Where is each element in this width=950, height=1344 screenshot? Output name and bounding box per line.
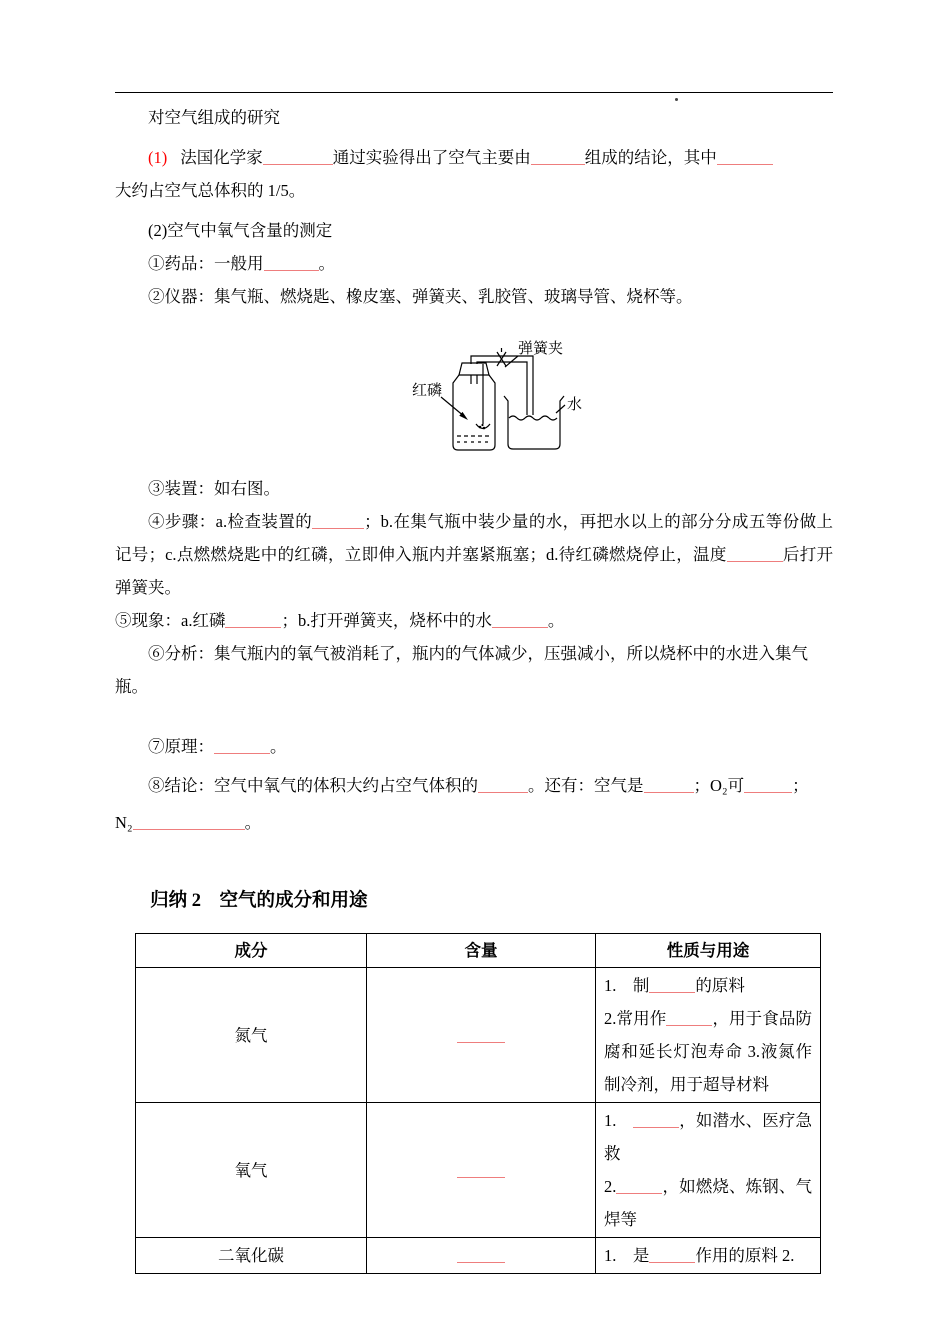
text-segment: ；b.在集气瓶中装少量的水，再把水以上的部分分成五等份做上记号；c.点燃燃烧匙中的红磷，立即伸入瓶内并塞紧瓶塞；d.待红磷燃烧停止，温度	[115, 512, 834, 564]
beaker-water-surface	[509, 416, 557, 420]
intro-text: 对空气组成的研究	[148, 108, 280, 127]
col-header-component: 成分	[136, 934, 367, 968]
text-segment: ③装置：如右图。	[148, 479, 280, 498]
spring-clamp-icon	[497, 348, 506, 366]
text-segment: 。	[270, 737, 287, 756]
component-name: 氮气	[136, 968, 367, 1103]
amount-cell	[367, 1103, 596, 1238]
text-segment: ，如潜水、医疗急救	[604, 1111, 813, 1163]
fill-in-blank	[133, 814, 245, 830]
fill-in-blank	[492, 612, 548, 628]
text-segment: ②仪器：集气瓶、燃烧匙、橡皮塞、弹簧夹、乳胶管、玻璃导管、烧杯等。	[148, 287, 693, 306]
section-2-heading	[115, 885, 833, 918]
usage-cell	[596, 968, 821, 1103]
usage-line	[604, 1002, 812, 1101]
amount-cell	[367, 968, 596, 1103]
fill-in-blank	[633, 1112, 679, 1128]
table-header-row	[136, 934, 821, 968]
text-segment: 后打开弹簧夹。	[115, 545, 834, 597]
experiment-diagram	[398, 339, 833, 459]
fill-in-blank	[264, 255, 319, 271]
usage-line	[604, 1239, 812, 1272]
step-4-paragraph	[115, 505, 833, 604]
intro-line	[115, 101, 833, 134]
step-6-line	[115, 637, 833, 703]
text-segment: 1.	[604, 1111, 634, 1130]
text-segment: 法国化学家	[180, 148, 263, 167]
water-label: 水	[567, 397, 583, 413]
text-segment: 。	[244, 813, 262, 832]
fill-in-blank	[644, 777, 694, 793]
fill-in-blank	[214, 738, 270, 754]
fill-in-blank	[666, 1010, 712, 1026]
text-segment: 。	[547, 611, 565, 630]
clamp-label: 弹簧夹	[518, 341, 564, 357]
text-segment: ；	[792, 776, 809, 795]
text-segment: 。还有：空气是	[528, 776, 644, 795]
rubber-stopper	[459, 363, 489, 375]
text-segment: 通过实验得出了空气主要由	[332, 148, 531, 167]
usage-cell	[596, 1238, 821, 1274]
table-row-oxygen	[136, 1103, 821, 1238]
text-segment: N₂	[115, 813, 133, 832]
usage-line	[604, 969, 812, 1002]
text-segment: (2)空气中氧气含量的测定	[148, 221, 333, 240]
bottle-water-level	[457, 436, 491, 442]
text-segment: ，用于食品防腐和延长灯泡寿命 3.液氮作制冷剂，用于超导材料	[604, 1009, 813, 1094]
text-segment: ；O₂可	[693, 776, 745, 795]
text-segment: 组成的结论，其中	[584, 148, 717, 167]
table-row-carbon-dioxide	[136, 1238, 821, 1274]
fill-in-blank	[531, 149, 585, 165]
step-5-line	[115, 604, 833, 637]
air-components-table	[135, 933, 821, 1274]
fill-in-blank	[717, 149, 773, 165]
text-segment: ④步骤：a.检查装置的	[148, 512, 313, 531]
text-segment: ，如燃烧、炼钢、气焊等	[604, 1177, 812, 1229]
step-8-line	[115, 769, 833, 802]
q1-number: (1)	[148, 148, 168, 167]
beaker	[504, 396, 564, 449]
fill-in-blank	[744, 777, 792, 793]
col-header-properties: 性质与用途	[596, 934, 821, 968]
fill-in-blank	[478, 777, 528, 793]
fill-in-blank	[457, 1247, 505, 1263]
stray-dot	[675, 98, 678, 101]
apparatus-drawing	[398, 339, 648, 459]
step-1-line	[115, 247, 833, 280]
text-segment: ⑧结论：空气中氧气的体积大约占空气体积的	[148, 776, 478, 795]
usage-cell	[596, 1103, 821, 1238]
fill-in-blank	[649, 1247, 695, 1263]
text-segment: 作用的原料 2.	[695, 1246, 795, 1265]
amount-cell	[367, 1238, 596, 1274]
fill-in-blank	[649, 977, 695, 993]
text-segment: 1. 制	[604, 976, 650, 995]
question-2-line	[115, 214, 833, 247]
fill-in-blank	[727, 546, 783, 562]
usage-line	[604, 1170, 812, 1236]
text-segment: 1. 是	[604, 1246, 650, 1265]
step-8-continuation	[115, 806, 833, 839]
fill-in-blank	[225, 612, 281, 628]
text-segment: 大约占空气总体积的 1/5。	[115, 181, 306, 200]
question-1-continuation	[115, 174, 833, 207]
fill-in-blank	[263, 149, 333, 165]
fill-in-blank	[457, 1162, 505, 1178]
step-2-line	[115, 280, 833, 313]
text-segment: ⑦原理：	[148, 737, 214, 756]
question-1-line	[115, 141, 833, 174]
step-3-line	[115, 472, 833, 505]
fill-in-blank	[457, 1027, 505, 1043]
usage-line	[604, 1104, 812, 1170]
heading-text: 归纳 2 空气的成分和用途	[150, 891, 368, 911]
component-name: 二氧化碳	[136, 1238, 367, 1274]
fill-in-blank	[616, 1178, 662, 1194]
text-segment: 的原料	[695, 976, 745, 995]
red-phosphorus-label: 红磷	[412, 383, 443, 399]
text-segment: ⑥分析：集气瓶内的氧气被消耗了，瓶内的气体减少，压强减小，所以烧杯中的水进入集气瓶。	[115, 644, 808, 696]
text-segment: ；b.打开弹簧夹，烧杯中的水	[281, 611, 492, 630]
fill-in-blank	[312, 513, 364, 529]
phosphorus-pointer-arrow	[441, 397, 468, 420]
text-segment: ⑤现象：a.红磷	[115, 611, 226, 630]
header-rule	[115, 92, 833, 93]
table-row-nitrogen	[136, 968, 821, 1103]
col-header-amount: 含量	[367, 934, 596, 968]
text-segment: ①药品：一般用	[148, 254, 264, 273]
text-segment: 2.	[604, 1177, 617, 1196]
text-segment: 。	[318, 254, 335, 273]
text-segment: 2.常用作	[604, 1009, 667, 1028]
component-name: 氧气	[136, 1103, 367, 1238]
step-7-line	[115, 730, 833, 763]
